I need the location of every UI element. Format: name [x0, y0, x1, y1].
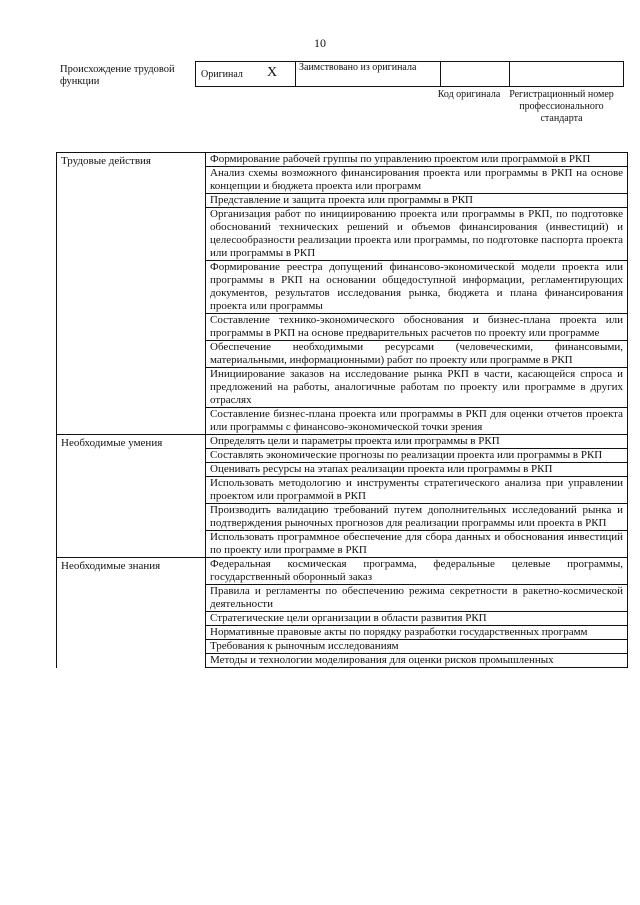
section-item: Производить валидацию требований путем дополнительных исследований рынка и подтверждения рыночных прогнозов для реализации программы или проекта в РКП	[206, 504, 628, 531]
table-row	[57, 558, 628, 585]
section-item: Составление технико-экономического обоснования и бизнес-плана проекта или программы в РКП на основе предварительных расчетов по проекту или программе	[206, 314, 628, 341]
section-item: Составлять экономические прогнозы по реализации проекта или программы в РКП	[206, 449, 628, 463]
reg-caption: Регистрационный номер профессионального стандарта	[509, 89, 614, 124]
section-item: Правила и регламенты по обеспечению режима секретности в ракетно-космической деятельности	[206, 585, 628, 612]
section-item: Обеспечение необходимыми ресурсами (человеческими, финансовыми, материальными, информационными) работ по проекту или программе в РКП	[206, 341, 628, 368]
function-table-body	[57, 153, 628, 668]
section-item: Стратегические цели организации в области развития РКП	[206, 612, 628, 626]
section-item: Формирование реестра допущений финансово-экономической модели проекта или программы в РКП на основании общедоступной информации, регламентирующих документов, результатов исследования рынка, бюджета и плана финансирования проекта или программы	[206, 261, 628, 314]
section-item: Использовать методологию и инструменты стратегического анализа при управлении проектом или программой в РКП	[206, 477, 628, 504]
section-item: Нормативные правовые акты по порядку разработки государственных программ	[206, 626, 628, 640]
section-item: Оценивать ресурсы на этапах реализации проекта или программы в РКП	[206, 463, 628, 477]
section-item: Представление и защита проекта или программы в РКП	[206, 194, 628, 208]
page-number: 10	[314, 36, 326, 50]
origin-table	[195, 61, 624, 87]
section-item: Составление бизнес-плана проекта или программы в РКП для оценки отчетов проекта или программы с финансово-экономической точки зрения	[206, 408, 628, 435]
section-item: Федеральная космическая программа, федеральные целевые программы, государственный оборонный заказ	[206, 558, 628, 585]
original-mark: X	[267, 65, 278, 80]
section-label: Трудовые действия	[57, 153, 206, 435]
code-cell	[441, 62, 510, 87]
reg-number-cell	[510, 62, 624, 87]
table-row	[57, 153, 628, 167]
section-item: Анализ схемы возможного финансирования проекта или программы в РКП на основе концепции и бюджета проекта или программ	[206, 167, 628, 194]
section-item: Методы и технологии моделирования для оценки рисков промышленных	[206, 654, 628, 668]
section-label: Необходимые умения	[57, 435, 206, 558]
origin-label: Происхождение трудовой функции	[60, 64, 175, 87]
section-item: Требования к рыночным исследованиям	[206, 640, 628, 654]
section-item: Использовать программное обеспечение для сбора данных и обоснования инвестиций по проекту или программе в РКП	[206, 531, 628, 558]
section-item: Определять цели и параметры проекта или программы в РКП	[206, 435, 628, 449]
section-item: Формирование рабочей группы по управлению проектом или программой в РКП	[206, 153, 628, 167]
function-table	[56, 152, 628, 668]
code-caption: Код оригинала	[437, 89, 501, 100]
section-item: Инициирование заказов на исследование рынка РКП в части, касающейся спроса и предложений на работы, аналогичные работам по проекту или программе в других отраслях	[206, 368, 628, 408]
table-row	[57, 435, 628, 449]
borrowed-label: Заимствовано из оригинала	[296, 62, 441, 87]
original-label: Оригинал	[201, 69, 243, 80]
section-item: Организация работ по инициированию проекта или программы в РКП, по подготовке обоснований технических решений и объемов финансирования (инвестиций) и целесообразности реализации проекта или программы, по подготовке паспорта проекта или программы в РКП	[206, 208, 628, 261]
section-label: Необходимые знания	[57, 558, 206, 668]
original-cell	[196, 62, 296, 87]
